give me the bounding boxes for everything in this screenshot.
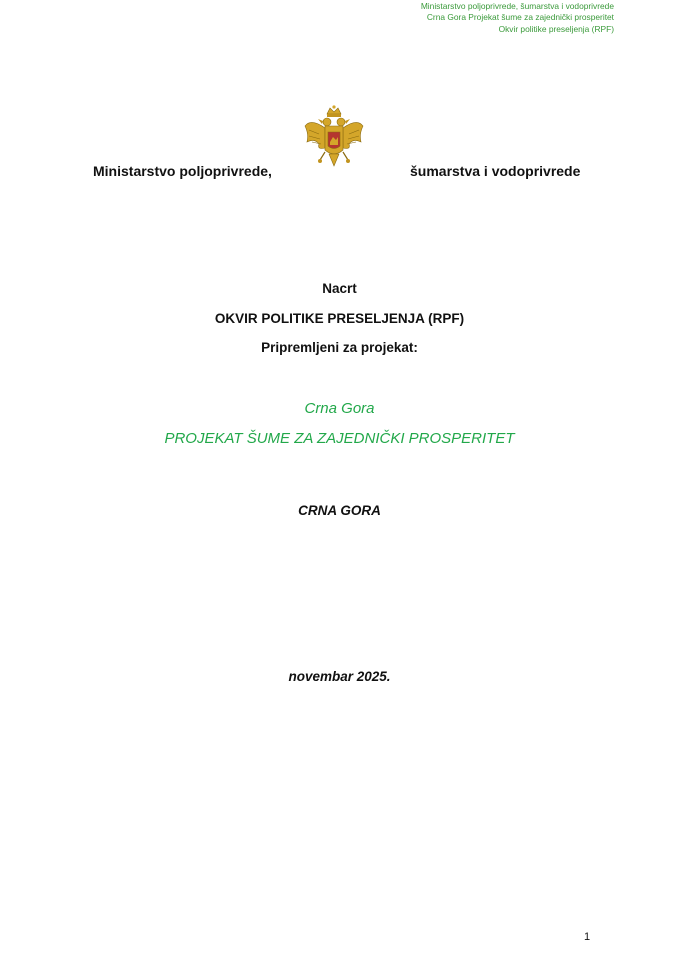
document-title: OKVIR POLITIKE PRESELJENJA (RPF) [214,311,465,326]
draft-label: Nacrt [322,281,357,296]
ministry-name-left: Ministarstvo poljoprivrede, [93,163,272,179]
header-line-2: Crna Gora Projekat šume za zajednički prosperitet [426,12,614,23]
document-date: novembar 2025. [288,669,391,684]
project-country: Crna Gora [304,400,375,417]
running-header [421,1,614,35]
header-line-1: Ministarstvo poljoprivrede, šumarstva i vodoprivrede [420,1,614,11]
project-name: PROJEKAT ŠUME ZA ZAJEDNIČKI PROSPERITET [164,430,515,447]
header-line-3: Okvir politike preseljenja (RPF) [498,23,614,34]
country-caps: CRNA GORA [298,503,381,518]
prepared-for-label: Pripremljeni za projekat: [261,340,418,355]
ministry-name-right: šumarstva i vodoprivrede [410,163,581,179]
montenegro-coat-of-arms-icon [303,104,365,174]
page-number: 1 [584,931,591,943]
